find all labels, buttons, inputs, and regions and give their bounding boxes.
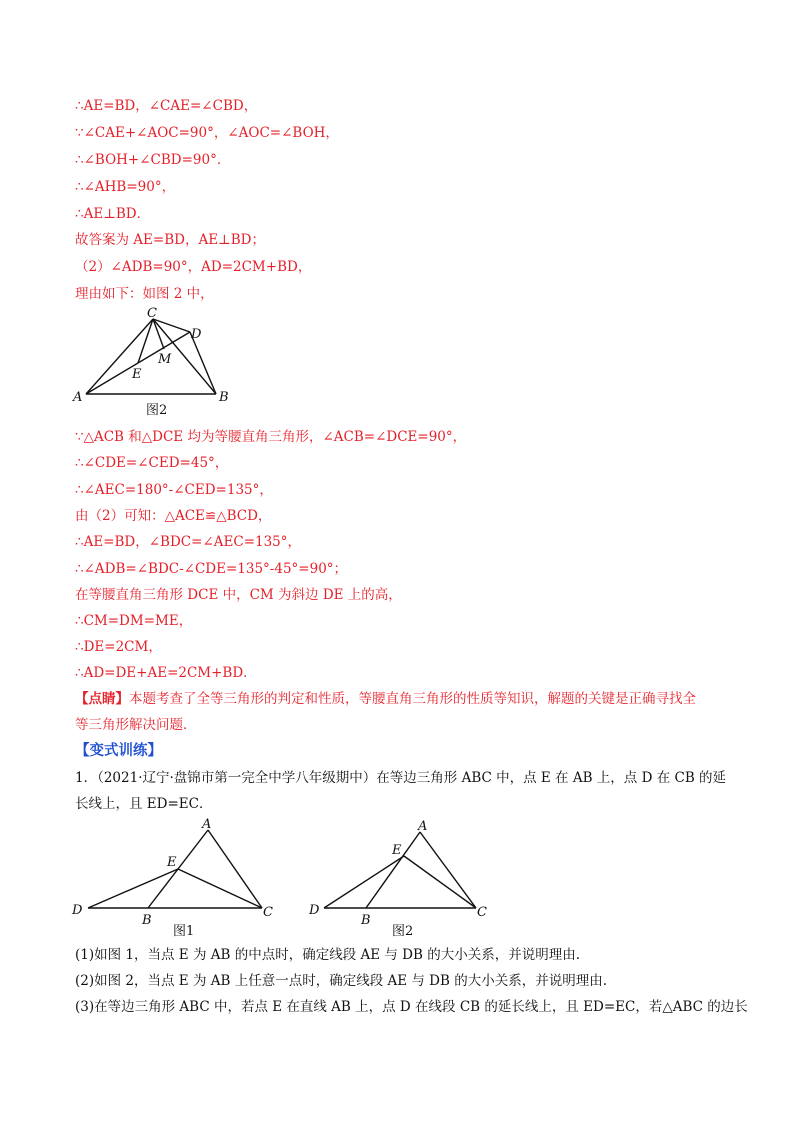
solution-line: ∴∠CDE=∠CED=45°，: [75, 455, 229, 471]
fig1-point-e: E: [167, 855, 177, 870]
fig2-point-b: B: [361, 913, 371, 928]
point-label-a: A: [73, 390, 83, 405]
figure-pair: [66, 812, 586, 942]
fig2-point-a: A: [418, 819, 428, 834]
question-line: (2)如图 2，当点 E 为 AB 上任意一点时，确定线段 AE 与 DB 的大小关系，并说明理由.: [75, 973, 607, 989]
solution-line: （2）∠ADB=90°，AD=2CM+BD，: [75, 259, 312, 275]
fig1-point-c: C: [263, 905, 273, 920]
solution-line: ∴AE=BD，∠BDC=∠AEC=135°，: [75, 534, 302, 550]
solution-line: ∴∠ADB=∠BDC-∠CDE=135°-45°=90°；: [75, 561, 348, 577]
fig1-point-a: A: [202, 817, 212, 832]
point-label-m: M: [158, 352, 172, 367]
figure-2: [68, 303, 248, 421]
comment-text: 本题考查了全等三角形的判定和性质，等腰直角三角形的性质等知识，解题的关键是正确寻找全: [129, 691, 696, 707]
solution-line: 理由如下：如图 2 中，: [75, 286, 214, 302]
solution-line: 由（2）可知：△ACE≌△BCD，: [75, 508, 272, 524]
point-label-b: B: [219, 390, 229, 405]
problem-line: 长线上，且 ED=EC．: [75, 796, 213, 812]
solution-line: ∴AD=DE+AE=2CM+BD．: [75, 665, 257, 681]
comment-line: [75, 690, 696, 708]
question-line: (1)如图 1，当点 E 为 AB 的中点时，确定线段 AE 与 DB 的大小关系，并说明理由.: [75, 947, 580, 963]
fig2-point-e: E: [392, 843, 402, 858]
solution-line: ∴DE=2CM，: [75, 639, 162, 655]
solution-line: ∴AE=BD，∠CAE=∠CBD，: [75, 98, 258, 114]
point-label-d: D: [191, 327, 202, 342]
solution-line: ∴∠AEC=180°-∠CED=135°，: [75, 482, 273, 498]
solution-line: ∵△ACB 和△DCE 均为等腰直角三角形，∠ACB=∠DCE=90°，: [75, 429, 467, 445]
solution-line: ∵∠CAE+∠AOC=90°，∠AOC=∠BOH，: [75, 125, 339, 141]
fig1-point-d: D: [72, 903, 83, 918]
figure-caption: 图2: [146, 403, 168, 418]
solution-line: ∴AE⊥BD．: [75, 206, 151, 222]
comment-line-2: 等三角形解决问题．: [75, 717, 197, 733]
solution-line: ∴CM=DM=ME，: [75, 613, 193, 629]
question-line: (3)在等边三角形 ABC 中，若点 E 在直线 AB 上，点 D 在线段 CB 的延长线上，且 ED=EC，若△ABC 的边长: [75, 999, 748, 1015]
point-label-c: C: [147, 306, 157, 321]
problem-line: 1．（2021·辽宁·盘锦市第一完全中学八年级期中）在等边三角形 ABC 中，点 E 在 AB 上，点 D 在 CB 的延: [75, 770, 727, 786]
fig1-caption: 图1: [173, 924, 195, 939]
solution-line: ∴∠BOH+∠CBD=90°．: [75, 152, 231, 168]
solution-line: 故答案为 AE=BD，AE⊥BD；: [75, 232, 265, 248]
section-title: 【变式训练】: [75, 742, 162, 759]
fig2-point-d: D: [309, 903, 320, 918]
comment-tag: 【点睛】: [75, 691, 129, 707]
point-label-e: E: [132, 367, 142, 382]
solution-line: 在等腰直角三角形 DCE 中，CM 为斜边 DE 上的高，: [75, 587, 402, 603]
fig2-point-c: C: [477, 905, 487, 920]
fig1-point-b: B: [142, 913, 152, 928]
fig2-caption: 图2: [392, 924, 414, 939]
solution-line: ∴∠AHB=90°，: [75, 179, 176, 195]
